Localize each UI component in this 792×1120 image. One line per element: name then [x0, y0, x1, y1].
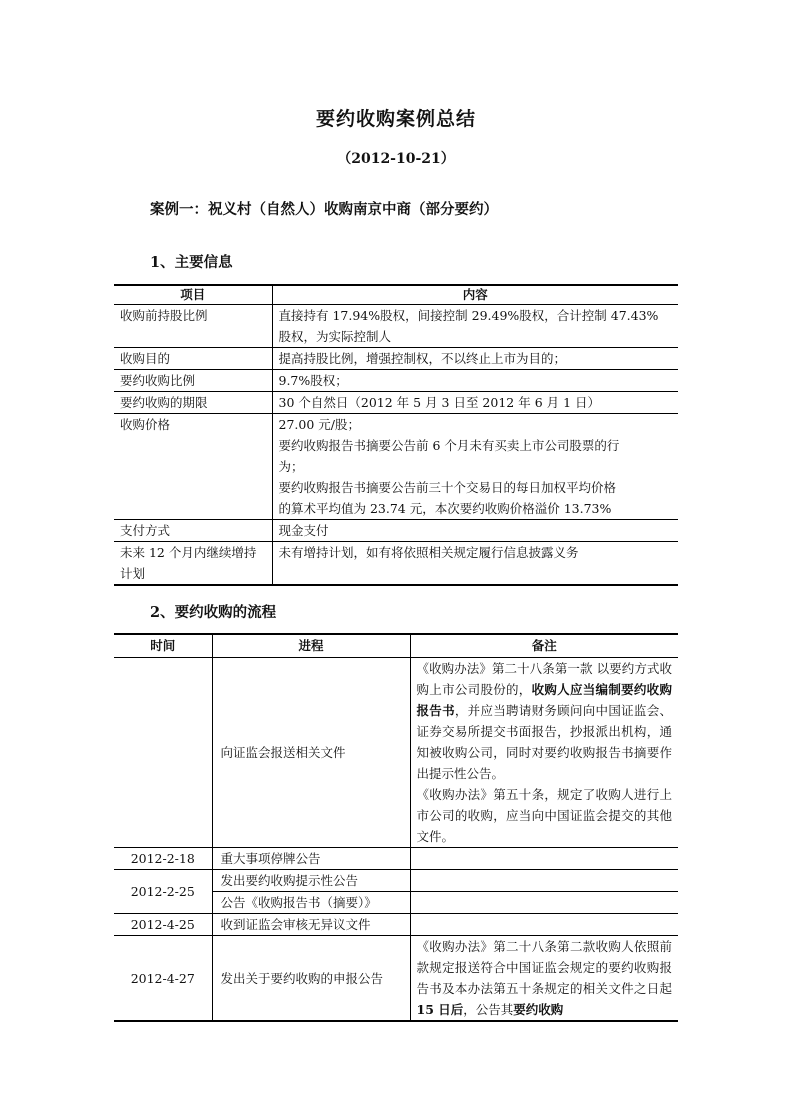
row-process: 发出要约收购提示性公告: [212, 870, 410, 892]
row-process: 收到证监会审核无异议文件: [212, 914, 410, 936]
table-row: [114, 914, 678, 936]
column-header-time: 时间: [114, 634, 212, 658]
table-row: [114, 414, 678, 520]
row-note: [410, 936, 678, 1022]
row-item: [114, 542, 272, 586]
table-row: [114, 305, 678, 348]
document-date: （2012-10-21）: [337, 151, 455, 167]
section-heading-main-info: 1、主要信息: [150, 254, 233, 271]
table-header-row: [114, 634, 678, 658]
row-content: 现金支付: [272, 520, 678, 542]
table-row: [114, 348, 678, 370]
note-text: ，公告其: [463, 1002, 514, 1017]
row-time: 2012-2-25: [114, 870, 212, 914]
row-content: [272, 414, 678, 520]
row-process: 向证监会报送相关文件: [212, 658, 410, 848]
row-item: 要约收购的期限: [114, 392, 272, 414]
row-content: 未有增持计划，如有将依照相关规定履行信息披露义务: [272, 542, 678, 586]
row-note: [410, 848, 678, 870]
row-item: 收购目的: [114, 348, 272, 370]
table-row: [114, 936, 678, 1022]
row-item: 支付方式: [114, 520, 272, 542]
content-line: 的算术平均值为 23.74 元，本次要约收购价格溢价 13.73%: [278, 501, 612, 516]
item-line: 未来 12 个月内继续增持: [120, 545, 257, 560]
table-row: [114, 658, 678, 848]
table-row: [114, 520, 678, 542]
process-table: [114, 633, 678, 1022]
note-text: ，并应当聘请财务顾问向中国证监会、证券交易所提交书面报告，抄报派出机构，通知被收购公司，同时对要约收购报告书摘要作出提示性公告。: [416, 703, 672, 781]
row-process: 发出关于要约收购的申报公告: [212, 936, 410, 1022]
row-note: [410, 892, 678, 914]
table-header-row: [114, 285, 678, 305]
table-row: [114, 542, 678, 586]
table-row: [114, 392, 678, 414]
note-emphasis: 收购人应当编制要约收购报告书: [416, 682, 672, 718]
table-row: [114, 370, 678, 392]
row-item: 要约收购比例: [114, 370, 272, 392]
row-item: 收购前持股比例: [114, 305, 272, 348]
case-title: 案例一：祝义村（自然人）收购南京中商（部分要约）: [150, 201, 498, 218]
note-emphasis: 15 日后: [416, 1002, 464, 1017]
note-paragraph: 《收购办法》第五十条，规定了收购人进行上市公司的收购，应当向中国证监会提交的其他文件。: [416, 787, 672, 844]
content-line: 为；: [278, 459, 304, 474]
row-note: [410, 914, 678, 936]
row-process: 重大事项停牌公告: [212, 848, 410, 870]
content-line: 要约收购报告书摘要公告前三十个交易日的每日加权平均价格: [278, 480, 617, 495]
section-heading-process: 2、要约收购的流程: [150, 604, 277, 621]
note-text: 方式收购上市公司股份的，: [416, 661, 672, 697]
content-line: 股权，为实际控制人: [278, 329, 392, 344]
note-text: 《收购办法》第二十八条第一款 以要约: [416, 661, 635, 676]
row-content: 30 个自然日（2012 年 5 月 3 日至 2012 年 6 月 1 日）: [272, 392, 678, 414]
column-header-notes: 备注: [410, 634, 678, 658]
note-text: 《收购办法》第二十八条第二款收购人依照前款规定报送符合中国证监会规定的要约收购报告书及本办法第五十条规定的相关文件之日起: [416, 939, 672, 996]
row-note: [410, 870, 678, 892]
column-header-item: 项目: [114, 285, 272, 305]
content-line: 27.00 元/股；: [278, 417, 360, 432]
main-info-table: [114, 284, 678, 586]
row-note: [410, 658, 678, 848]
column-header-content: 内容: [272, 285, 678, 305]
content-line: 直接持有 17.94%股权，间接控制 29.49%股权，合计控制 47.43%: [278, 308, 659, 323]
table-row: [114, 848, 678, 870]
row-time: 2012-2-18: [114, 848, 212, 870]
row-content: 提高持股比例，增强控制权，不以终止上市为目的；: [272, 348, 678, 370]
row-time: [114, 658, 212, 848]
row-content: [272, 305, 678, 348]
row-time: 2012-4-25: [114, 914, 212, 936]
content-line: 要约收购报告书摘要公告前 6 个月未有买卖上市公司股票的行: [278, 438, 620, 453]
document-title: 要约收购案例总结: [315, 108, 476, 130]
row-process: 公告《收购报告书（摘要）》: [212, 892, 410, 914]
item-line: 计划: [120, 566, 146, 581]
row-time: 2012-4-27: [114, 936, 212, 1022]
row-content: 9.7%股权；: [272, 370, 678, 392]
note-emphasis: 要约收购: [513, 1002, 564, 1017]
column-header-process: 进程: [212, 634, 410, 658]
table-row: [114, 870, 678, 892]
row-item: 收购价格: [114, 414, 272, 520]
